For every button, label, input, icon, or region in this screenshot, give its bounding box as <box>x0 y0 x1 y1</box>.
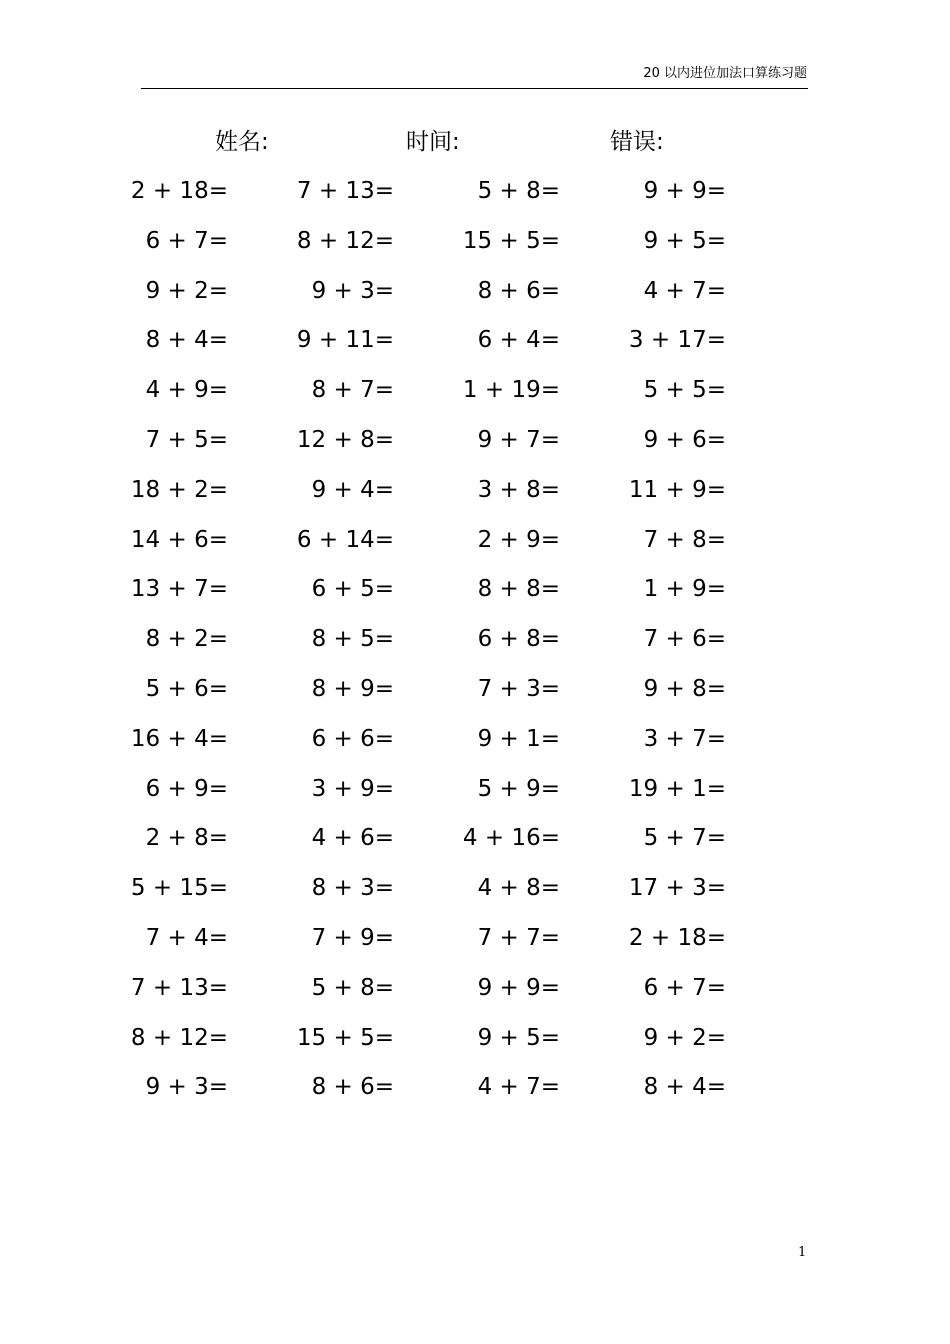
problem-item: 5 + 8= <box>311 975 394 1001</box>
problem-item: 8 + 6= <box>311 1074 394 1100</box>
problem-item: 9 + 11= <box>296 327 394 353</box>
problem-item: 7 + 6= <box>643 626 726 652</box>
problem-item: 4 + 7= <box>643 278 726 304</box>
problem-item: 9 + 2= <box>145 278 228 304</box>
problem-item: 3 + 9= <box>311 776 394 802</box>
problem-item: 5 + 7= <box>643 825 726 851</box>
problem-item: 9 + 3= <box>311 278 394 304</box>
problem-item: 7 + 5= <box>145 427 228 453</box>
problem-item: 7 + 8= <box>643 527 726 553</box>
problem-item: 8 + 4= <box>145 327 228 353</box>
problem-item: 9 + 9= <box>477 975 560 1001</box>
problem-item: 19 + 1= <box>628 776 726 802</box>
problem-item: 9 + 3= <box>145 1074 228 1100</box>
problem-item: 9 + 4= <box>311 477 394 503</box>
problem-item: 8 + 2= <box>145 626 228 652</box>
problem-item: 2 + 9= <box>477 527 560 553</box>
problem-item: 4 + 9= <box>145 377 228 403</box>
problem-item: 7 + 9= <box>311 925 394 951</box>
problem-item: 14 + 6= <box>130 527 228 553</box>
problem-item: 6 + 4= <box>477 327 560 353</box>
problem-item: 2 + 18= <box>628 925 726 951</box>
problem-item: 5 + 15= <box>130 875 228 901</box>
problem-item: 6 + 8= <box>477 626 560 652</box>
problem-item: 1 + 9= <box>643 576 726 602</box>
page-number: 1 <box>798 1245 807 1260</box>
problem-item: 8 + 12= <box>130 1025 228 1051</box>
problem-item: 5 + 9= <box>477 776 560 802</box>
problem-item: 3 + 17= <box>628 327 726 353</box>
problem-item: 2 + 8= <box>145 825 228 851</box>
problem-item: 7 + 7= <box>477 925 560 951</box>
problem-item: 3 + 8= <box>477 477 560 503</box>
problem-item: 18 + 2= <box>130 477 228 503</box>
problem-item: 6 + 7= <box>643 975 726 1001</box>
problem-item: 9 + 2= <box>643 1025 726 1051</box>
problem-item: 6 + 14= <box>296 527 394 553</box>
problem-item: 9 + 7= <box>477 427 560 453</box>
problem-item: 9 + 5= <box>643 228 726 254</box>
document-header-title: 20 以内进位加法口算练习题 <box>643 66 807 81</box>
problem-item: 4 + 16= <box>462 825 560 851</box>
problem-item: 7 + 3= <box>477 676 560 702</box>
problem-item: 17 + 3= <box>628 875 726 901</box>
problem-item: 9 + 6= <box>643 427 726 453</box>
errors-label: 错误: <box>610 129 664 155</box>
time-label: 时间: <box>406 129 460 155</box>
problem-item: 7 + 4= <box>145 925 228 951</box>
problem-item: 16 + 4= <box>130 726 228 752</box>
problem-item: 8 + 9= <box>311 676 394 702</box>
problem-item: 11 + 9= <box>628 477 726 503</box>
problem-item: 5 + 8= <box>477 178 560 204</box>
problem-item: 8 + 7= <box>311 377 394 403</box>
problem-item: 13 + 7= <box>130 576 228 602</box>
problem-item: 1 + 19= <box>462 377 560 403</box>
problem-item: 5 + 5= <box>643 377 726 403</box>
problem-item: 9 + 8= <box>643 676 726 702</box>
problem-item: 8 + 5= <box>311 626 394 652</box>
problem-item: 8 + 6= <box>477 278 560 304</box>
problem-item: 9 + 9= <box>643 178 726 204</box>
problem-item: 7 + 13= <box>296 178 394 204</box>
problem-item: 8 + 3= <box>311 875 394 901</box>
problem-item: 8 + 12= <box>296 228 394 254</box>
problem-item: 4 + 7= <box>477 1074 560 1100</box>
name-label: 姓名: <box>215 129 269 155</box>
problem-item: 15 + 5= <box>462 228 560 254</box>
problem-item: 12 + 8= <box>296 427 394 453</box>
problem-item: 5 + 6= <box>145 676 228 702</box>
problem-item: 8 + 8= <box>477 576 560 602</box>
problem-item: 3 + 7= <box>643 726 726 752</box>
problem-item: 9 + 5= <box>477 1025 560 1051</box>
problem-item: 6 + 5= <box>311 576 394 602</box>
problem-item: 2 + 18= <box>130 178 228 204</box>
problem-item: 7 + 13= <box>130 975 228 1001</box>
problem-item: 6 + 7= <box>145 228 228 254</box>
problem-item: 6 + 9= <box>145 776 228 802</box>
problem-item: 6 + 6= <box>311 726 394 752</box>
problem-item: 15 + 5= <box>296 1025 394 1051</box>
problem-item: 8 + 4= <box>643 1074 726 1100</box>
problem-item: 4 + 6= <box>311 825 394 851</box>
problem-item: 4 + 8= <box>477 875 560 901</box>
problem-item: 9 + 1= <box>477 726 560 752</box>
